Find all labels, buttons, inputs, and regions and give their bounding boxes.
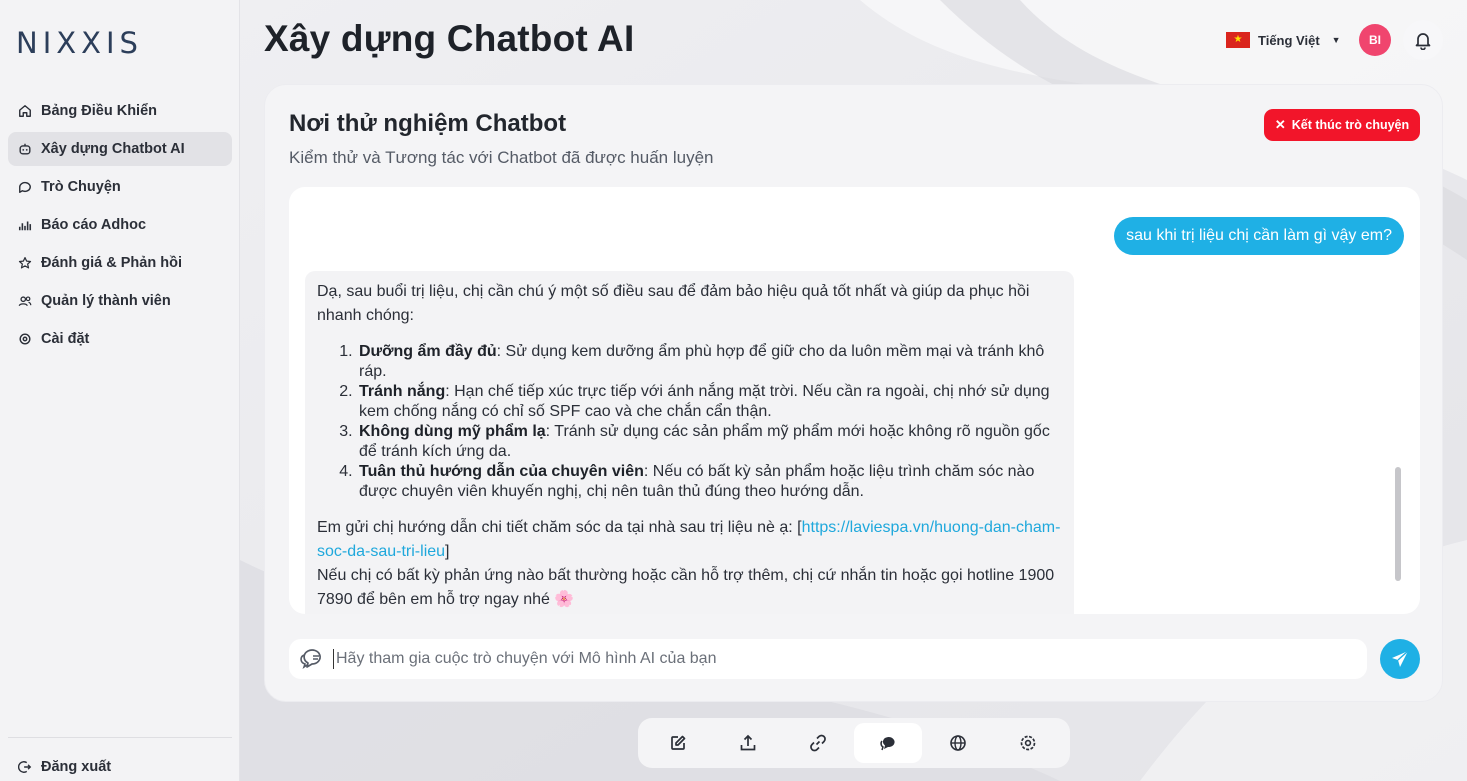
upload-tool[interactable] — [714, 723, 782, 763]
chat-input-container — [289, 639, 1367, 679]
guide-prefix: Em gửi chị hướng dẫn chi tiết chăm sóc da tại nhà sau trị liệu nè ạ: [ — [317, 519, 802, 536]
edit-icon — [669, 734, 687, 752]
list-item-title: Không dùng mỹ phẩm lạ — [359, 423, 546, 440]
end-chat-label: Kết thúc trò chuyện — [1291, 118, 1410, 132]
end-chat-button[interactable] — [1264, 109, 1420, 141]
sidebar-item-label: Báo cáo Adhoc — [41, 217, 147, 233]
edit-tool[interactable] — [644, 723, 712, 763]
logout-container — [8, 750, 232, 781]
logout-button[interactable] — [8, 750, 232, 781]
logout-icon — [18, 760, 32, 774]
sidebar-divider — [8, 737, 232, 738]
sidebar — [0, 0, 240, 781]
nixxis-logo[interactable]: NIXXIS — [16, 26, 143, 60]
vietnam-flag-icon: ★ — [1226, 32, 1250, 48]
bell-icon — [1413, 30, 1433, 50]
sidebar-item-feedback[interactable] — [8, 246, 232, 280]
sidebar-nav — [8, 94, 232, 360]
logout-label: Đăng xuất — [41, 759, 112, 775]
chat-input[interactable] — [333, 649, 1333, 669]
avatar[interactable]: BI — [1359, 24, 1391, 56]
chat-bubbles-icon — [299, 648, 325, 670]
bot-icon — [18, 142, 32, 156]
sidebar-item-label: Đánh giá & Phản hồi — [41, 255, 182, 271]
list-item-title: Tránh nắng — [359, 383, 446, 400]
sidebar-item-label: Quản lý thành viên — [41, 293, 171, 309]
language-selector[interactable] — [1217, 24, 1344, 56]
playground-title: Nơi thử nghiệm Chatbot — [289, 110, 567, 137]
chat-icon — [18, 180, 32, 194]
gear-icon — [18, 332, 32, 346]
list-item — [357, 422, 1062, 462]
user-message: sau khi trị liệu chị cần làm gì vậy em? — [1114, 217, 1404, 255]
list-item — [357, 382, 1062, 422]
sidebar-item-label: Cài đặt — [41, 331, 90, 347]
bottom-toolbar — [638, 718, 1070, 768]
sidebar-item-chat[interactable] — [8, 170, 232, 204]
link-icon — [809, 734, 827, 752]
bot-closing: Nếu chị có bất kỳ phản ứng nào bất thường hoặc cần hỗ trợ thêm, chị cứ nhắn tin hoặc gọi hotline 1900 7890 để bên em hỗ trợ ngay nhé 🌸 — [317, 567, 1055, 608]
chatbot-playground-card — [264, 84, 1443, 702]
sidebar-item-adhoc-report[interactable] — [8, 208, 232, 242]
sidebar-item-chatbot-builder[interactable] — [8, 132, 232, 166]
caret-down-icon: ▼ — [1331, 35, 1341, 45]
chat-bubbles-icon — [879, 734, 897, 752]
sidebar-item-settings[interactable] — [8, 322, 232, 356]
list-item-text: : Sử dụng kem dưỡng ẩm phù hợp để giữ cho da luôn mềm mại và tránh khô ráp. — [359, 343, 1045, 380]
list-item — [357, 342, 1062, 382]
globe-tool[interactable] — [924, 723, 992, 763]
guide-link[interactable]: https://laviespa.vn/huong-dan-cham-soc-da-sau-tri-lieu — [317, 519, 1061, 560]
language-label: Tiếng Việt — [1258, 32, 1320, 48]
guide-suffix: ] — [445, 543, 450, 560]
star-icon — [18, 256, 32, 270]
list-item — [357, 462, 1062, 502]
bar-chart-icon — [18, 218, 32, 232]
link-tool[interactable] — [784, 723, 852, 763]
home-icon — [18, 104, 32, 118]
send-button[interactable] — [1380, 639, 1420, 679]
sidebar-item-label: Bảng Điều Khiển — [41, 103, 158, 119]
playground-subtitle: Kiểm thử và Tương tác với Chatbot đã được huấn luyện — [289, 148, 714, 167]
chat-tool[interactable] — [854, 723, 922, 763]
settings-tool[interactable] — [994, 723, 1062, 763]
close-icon: ✕ — [1274, 117, 1286, 132]
sidebar-item-label: Xây dựng Chatbot AI — [41, 141, 185, 157]
list-item-text: : Tránh sử dụng các sản phẩm mỹ phẩm mới hoặc không rõ nguồn gốc để tránh kích ứng da. — [359, 423, 1050, 460]
settings-icon — [1019, 734, 1037, 752]
sidebar-item-label: Trò Chuyện — [41, 179, 121, 195]
chat-scrollbar[interactable] — [1395, 467, 1401, 581]
list-item-text: : Nếu có bất kỳ sản phẩm hoặc liệu trình chăm sóc nào được chuyên viên khuyến nghị, chị nên tuân thủ đúng theo hướng dẫn. — [359, 463, 1035, 500]
chat-messages[interactable] — [289, 187, 1420, 614]
list-item-title: Tuân thủ hướng dẫn của chuyên viên — [359, 463, 644, 480]
bot-list — [357, 342, 1062, 502]
notification-button[interactable] — [1403, 20, 1443, 60]
list-item-text: : Hạn chế tiếp xúc trực tiếp với ánh nắng mặt trời. Nếu cần ra ngoài, chị nhớ sử dụng kem chống nắng có chỉ số SPF cao và che chắn cẩn thận. — [359, 383, 1050, 420]
globe-icon — [949, 734, 967, 752]
sidebar-item-dashboard[interactable] — [8, 94, 232, 128]
sidebar-item-members[interactable] — [8, 284, 232, 318]
list-item-title: Dưỡng ẩm đầy đủ — [359, 343, 497, 360]
send-icon — [1390, 649, 1410, 669]
bot-message — [305, 271, 1074, 614]
users-icon — [18, 294, 32, 308]
bot-intro: Dạ, sau buổi trị liệu, chị cần chú ý một số điều sau để đảm bảo hiệu quả tốt nhất và giúp da phục hồi nhanh chóng: — [317, 283, 1030, 324]
page-title: Xây dựng Chatbot AI — [264, 18, 635, 59]
upload-icon — [739, 734, 757, 752]
bot-guide — [317, 516, 1062, 564]
